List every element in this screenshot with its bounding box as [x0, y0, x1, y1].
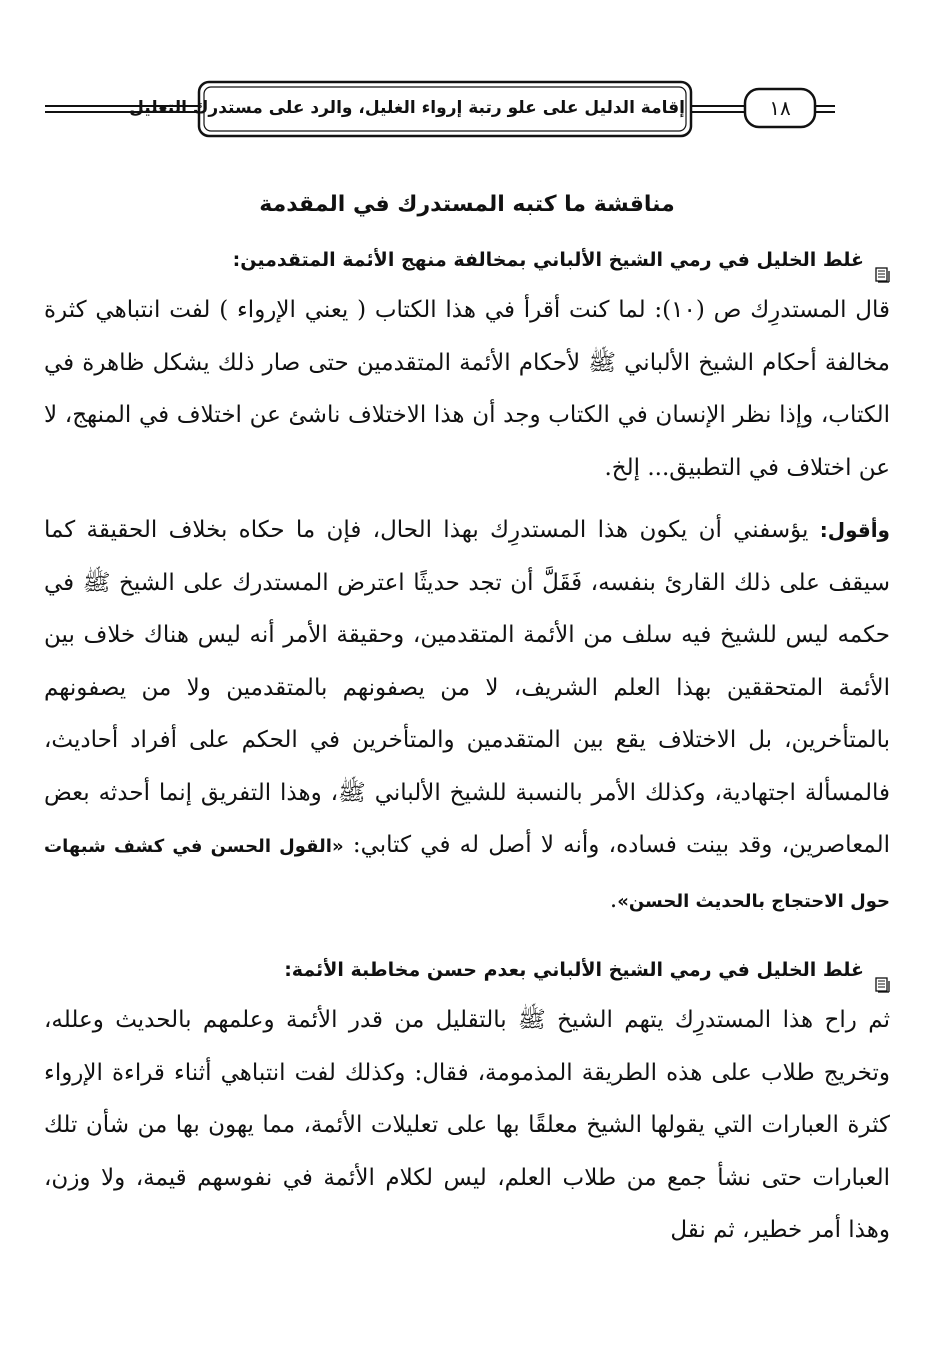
paragraph-2	[44, 504, 890, 928]
page-body	[44, 180, 890, 1257]
subheading-2	[44, 946, 890, 994]
subheading-2-text: غلط الخليل في رمي الشيخ الألباني بعدم حسن مخاطبة الأئمة:	[284, 959, 864, 981]
page-number: ١٨	[769, 96, 791, 120]
running-title: إقامة الدليل على علو رتبة إرواء الغليل، والرد على مستدرك التعليل	[129, 98, 685, 118]
paragraph-2-end: .	[609, 886, 618, 913]
subheading-1	[44, 236, 890, 284]
paragraph-1: قال المستدرِك ص (١٠): لما كنت أقرأ في هذا الكتاب ( يعني الإرواء ) لفت انتباهي كثرة مخالفة أحكام الشيخ الألباني ﷺ لأحكام الأئمة المتقدمين حتى صار ذلك يشكل ظاهرة في الكتاب، وإذا نظر الإنسان في الكتاب وجد أن هذا الاختلاف ناشئ عن اختلاف في المنهج، لا عن اختلاف في التطبيق... إلخ.	[44, 297, 891, 481]
subheading-1-text: غلط الخليل في رمي الشيخ الألباني بمخالفة منهج الأئمة المتقدمين:	[232, 249, 864, 271]
paragraph-3: ثم راح هذا المستدرِك يتهم الشيخ ﷺ بالتقليل من قدر الأئمة وعلمهم بالحديث وعلله، وتخريج طلاب على هذه الطريقة المذمومة، فقال: وكذلك لفت انتباهي أثناء قراءة الإرواء كثرة العبارات التي يقولها الشيخ معلقًا بها على تعليلات الأئمة، مما يهون بها من شأن تلك العبارات حتى نشأ جمع من طلاب العلم، ليس لكلام الأئمة في نفوسهم قيمة، ولا وزن، وهذا أمر خطير، ثم نقل	[44, 1007, 890, 1243]
section-title: مناقشة ما كتبه المستدرك في المقدمة	[259, 192, 675, 217]
book-reference: «القول الحسن في كشف شبهات حول الاحتجاج بالحديث الحسن»	[44, 836, 890, 912]
book-icon	[874, 963, 890, 979]
page-header	[0, 68, 931, 158]
book-icon	[874, 253, 890, 269]
paragraph-2-text: يؤسفني أن يكون هذا المستدرِك بهذا الحال، فإن ما حكاه بخلاف الحقيقة كما سيقف على ذلك القارئ بنفسه، فَقَلَّ أن تجد حديثًا اعترض المستدرك على الشيخ ﷺ في حكمه ليس للشيخ فيه سلف من الأئمة المتقدمين، وحقيقة الأمر أنه ليس هناك خلاف بين الأئمة المتحققين بهذا العلم الشريف، لا من يصفونهم بالمتقدمين ولا من يصفونهم بالمتأخرين، بل الاختلاف يقع بين المتقدمين والمتأخرين في الحكم على أفراد أحاديث، فالمسألة اجتهادية، وكذلك الأمر بالنسبة للشيخ الألباني ﷺ، وهذا التفريق إنما أحدثه بعض المعاصرين، وقد بينت فساده، وأنه لا أصل له في كتابي:	[44, 517, 890, 858]
paragraph-2-lead: وأقول:	[819, 518, 890, 542]
